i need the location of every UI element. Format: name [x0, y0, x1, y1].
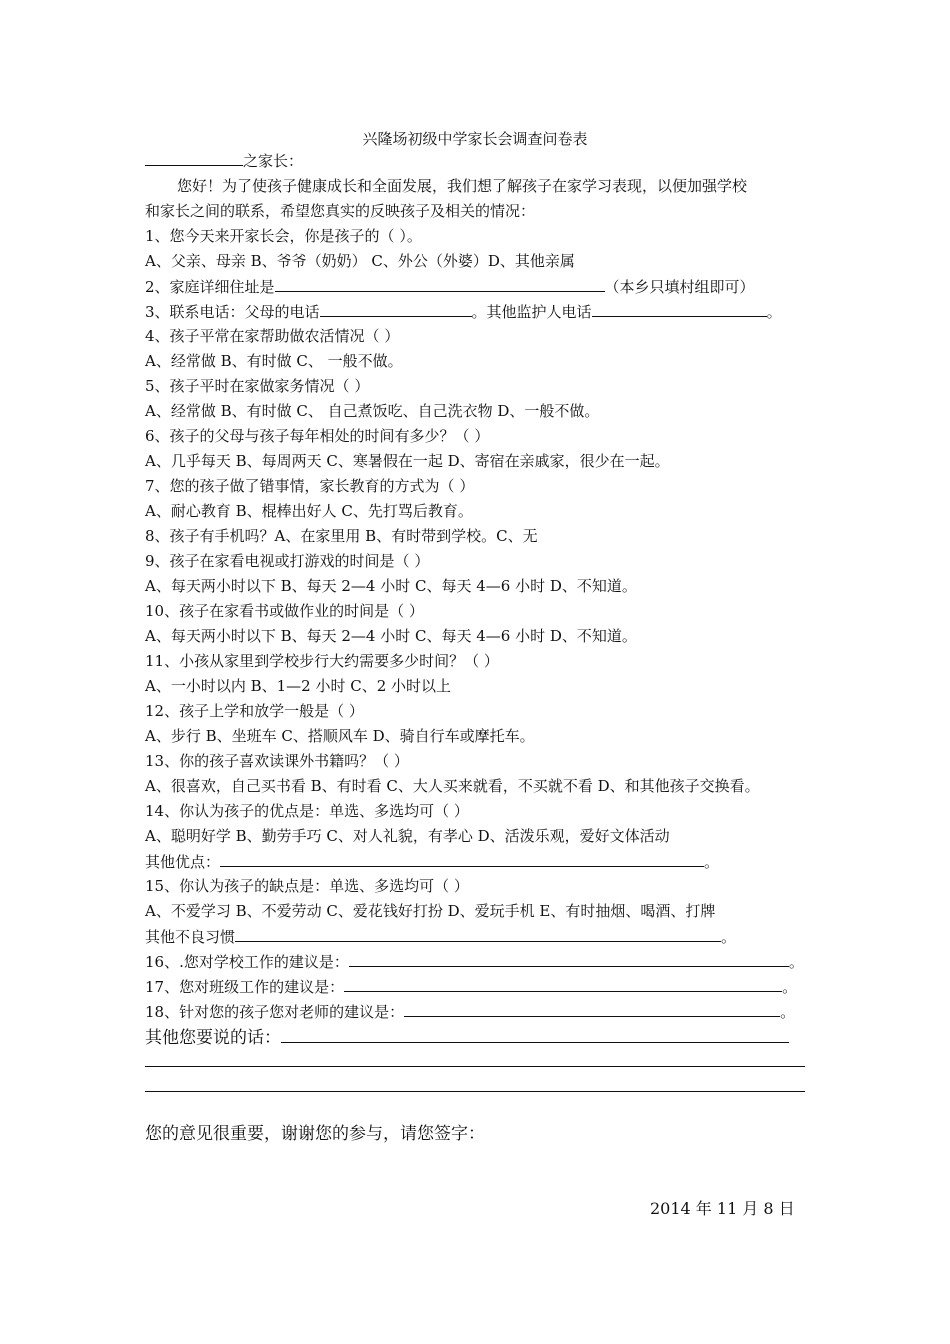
class-advice-blank[interactable] — [344, 976, 782, 992]
question-6: 6、孩子的父母与孩子每年相处的时间有多少？（ ） — [145, 427, 490, 445]
other-words: 其他您要说的话： — [145, 1025, 789, 1048]
question-7: 7、您的孩子做了错事情，家长教育的方式为（ ） — [145, 477, 475, 495]
question-4-options: A、经常做 B、有时做 C、 一般不做。 — [145, 352, 403, 370]
closing-text: 您的意见很重要，谢谢您的参与，请您签字： — [145, 1124, 485, 1144]
question-16: 16、.您对学校工作的建议是： 。 — [145, 953, 804, 971]
question-11-options: A、一小时以内 B、1—2 小时 C、2 小时以上 — [145, 677, 452, 695]
child-name-blank[interactable] — [145, 150, 243, 166]
question-14-other: 其他优点： 。 — [145, 853, 720, 871]
question-13: 13、你的孩子喜欢读课外书籍吗？（ ） — [145, 752, 409, 770]
teacher-advice-blank[interactable] — [404, 1001, 780, 1017]
intro-line-1: 您好！为了使孩子健康成长和全面发展，我们想了解孩子在家学习表现，以便加强学校 — [177, 177, 748, 195]
other-strengths-blank[interactable] — [220, 851, 704, 867]
question-7-options: A、耐心教育 B、棍棒出好人 C、先打骂后教育。 — [145, 502, 473, 520]
school-advice-blank[interactable] — [349, 951, 789, 967]
question-6-options: A、几乎每天 B、每周两天 C、寒暑假在一起 D、寄宿在亲戚家，很少在一起。 — [145, 452, 670, 470]
intro-line-2: 和家长之间的联系，希望您真实的反映孩子及相关的情况： — [145, 202, 536, 220]
question-15-options: A、不爱学习 B、不爱劳动 C、爱花钱好打扮 D、爱玩手机 E、有时抽烟、喝酒、打牌 — [145, 902, 716, 920]
salutation: 之家长： — [145, 150, 303, 171]
date: 2014 年 11 月 8 日 — [650, 1199, 795, 1218]
question-12: 12、孩子上学和放学一般是（ ） — [145, 702, 364, 720]
question-13-options: A、很喜欢，自己买书看 B、有时看 C、大人买来就看，不买就不看 D、和其他孩子交换看。 — [145, 777, 760, 795]
other-words-blank[interactable] — [281, 1025, 789, 1043]
question-2: 2、家庭详细住址是 （本乡只填村组即可） — [145, 278, 755, 296]
question-15: 15、你认为孩子的缺点是：单选、多选均可（ ） — [145, 877, 469, 895]
writing-line-2[interactable] — [145, 1091, 805, 1092]
question-1: 1、您今天来开家长会，你是孩子的（ ）。 — [145, 227, 422, 245]
parent-phone-blank[interactable] — [320, 301, 472, 317]
address-blank[interactable] — [275, 276, 605, 292]
question-18: 18、针对您的孩子您对老师的建议是： 。 — [145, 1003, 796, 1021]
question-11: 11、小孩从家里到学校步行大约需要多少时间？（ ） — [145, 652, 499, 670]
question-10-options: A、每天两小时以下 B、每天 2—4 小时 C、每天 4—6 小时 D、不知道。 — [145, 627, 637, 645]
question-3: 3、联系电话：父母的电话 。其他监护人电话 。 — [145, 303, 782, 321]
question-4: 4、孩子平常在家帮助做农活情况（ ） — [145, 327, 400, 345]
question-8: 8、孩子有手机吗？A、在家里用 B、有时带到学校。C、无 — [145, 527, 538, 545]
question-9: 9、孩子在家看电视或打游戏的时间是（ ） — [145, 552, 430, 570]
writing-line-1[interactable] — [145, 1066, 805, 1067]
question-14-options: A、聪明好学 B、勤劳手巧 C、对人礼貌，有孝心 D、活泼乐观，爱好文体活动 — [145, 827, 670, 845]
question-17: 17、您对班级工作的建议是： 。 — [145, 978, 798, 996]
question-1-options: A、父亲、母亲 B、爷爷（奶奶） C、外公（外婆）D、其他亲属 — [145, 252, 575, 270]
question-10: 10、孩子在家看书或做作业的时间是（ ） — [145, 602, 424, 620]
question-5-options: A、经常做 B、有时做 C、 自己煮饭吃、自己洗衣物 D、一般不做。 — [145, 402, 600, 420]
question-12-options: A、步行 B、坐班车 C、搭顺风车 D、骑自行车或摩托车。 — [145, 727, 535, 745]
question-5: 5、孩子平时在家做家务情况（ ） — [145, 377, 370, 395]
question-15-other: 其他不良习惯 。 — [145, 928, 737, 946]
guardian-phone-blank[interactable] — [592, 301, 767, 317]
bad-habits-blank[interactable] — [235, 926, 721, 942]
page-title: 兴隆场初级中学家长会调查问卷表 — [362, 130, 588, 148]
question-9-options: A、每天两小时以下 B、每天 2—4 小时 C、每天 4—6 小时 D、不知道。 — [145, 577, 637, 595]
question-14: 14、你认为孩子的优点是：单选、多选均可（ ） — [145, 802, 469, 820]
